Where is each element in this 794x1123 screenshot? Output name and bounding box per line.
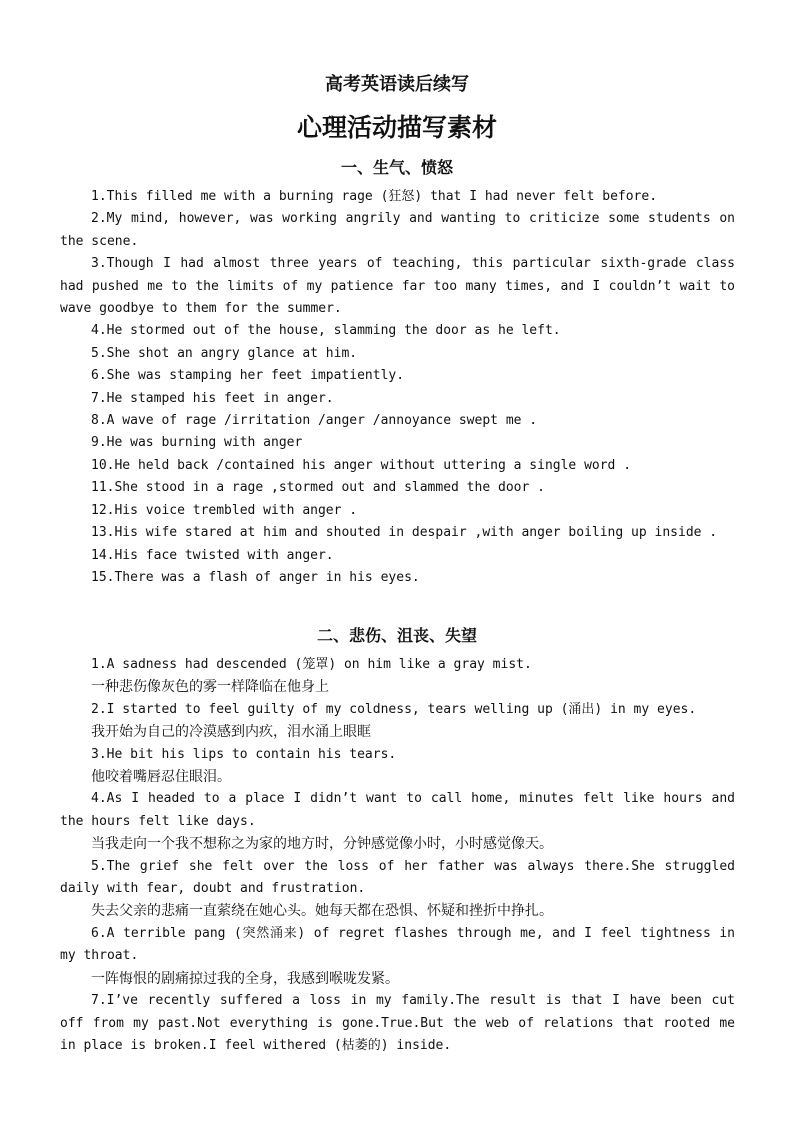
translation-line: 我开始为自己的冷漠感到内疚，泪水涌上眼眶 (91, 724, 371, 741)
list-item: 10.He held back /contained his anger without uttering a single word . (91, 457, 632, 473)
list-item: 7.I’ve recently suffered a loss in my family.The result is that I have been cut off from my past.Not everything is gone.True.But the web of relations that rooted me in place is broken.I feel withered (枯萎的) inside. (60, 993, 735, 1053)
translation-line: 当我走向一个我不想称之为家的地方时，分钟感觉像小时，小时感觉像天。 (91, 836, 553, 853)
list-item: 3.He bit his lips to contain his tears. (91, 746, 397, 762)
list-item: 2.My mind, however, was working angrily and wanting to criticize some students on the scene. (60, 211, 735, 249)
document-title: 高考英语读后续写 (325, 74, 469, 95)
list-item: 8.A wave of rage /irritation /anger /annoyance swept me . (91, 413, 538, 429)
section-heading-sadness: 二、悲伤、沮丧、失望 (316, 626, 477, 645)
list-item: 12.His voice trembled with anger . (91, 502, 358, 518)
list-item: 6.A terrible pang (突然涌来) of regret flashes through me, and I feel tightness in my throat. (60, 925, 735, 964)
list-item: 1.A sadness had descended (笼罩) on him like a gray mist. (91, 657, 532, 672)
list-item: 9.He was burning with anger (91, 435, 303, 451)
list-item: 5.The grief she felt over the loss of her father was always there.She struggled daily with fear, doubt and frustration. (60, 858, 735, 897)
translation-line: 一阵悔恨的剧痛掠过我的全身，我感到喉咙发紧。 (91, 970, 399, 987)
list-item: 1.This filled me with a burning rage (狂怒) that I had never felt before. (91, 189, 658, 204)
list-item: 2.I started to feel guilty of my coldness, tears welling up (涌出) in my eyes. (91, 701, 697, 717)
list-item: 13.His wife stared at him and shouted in despair ,with anger boiling up inside . (91, 525, 718, 541)
list-item: 11.She stood in a rage ,stormed out and slammed the door . (91, 480, 545, 496)
list-item: 7.He stamped his feet in anger. (91, 390, 334, 406)
translation-line: 一种悲伤像灰色的雾一样降临在他身上 (91, 679, 329, 696)
section-heading-anger: 一、生气、愤怒 (340, 158, 453, 177)
translation-line: 失去父亲的悲痛一直萦绕在她心头。她每天都在恐惧、怀疑和挫折中挣扎。 (91, 903, 553, 920)
list-item: 15.There was a flash of anger in his eyes. (91, 569, 420, 585)
list-item: 3.Though I had almost three years of teaching, this particular sixth-grade class had pushed me to the limits of my patience far too many times, and I couldn’t wait to wave goodbye to them for the summer. (60, 256, 735, 317)
document-subtitle: 心理活动描写素材 (296, 113, 497, 142)
list-item: 5.She shot an angry glance at him. (91, 345, 358, 361)
list-item: 4.He stormed out of the house, slamming the door as he left. (91, 323, 561, 339)
section-anger-body (60, 186, 735, 589)
list-item: 14.His face twisted with anger. (91, 547, 334, 563)
section-sadness-body (60, 654, 735, 1057)
translation-line: 他咬着嘴唇忍住眼泪。 (91, 769, 231, 786)
list-item: 6.She was stamping her feet impatiently. (91, 368, 405, 384)
list-item: 4.As I headed to a place I didn’t want to call home, minutes felt like hours and the hours felt like days. (60, 791, 735, 829)
